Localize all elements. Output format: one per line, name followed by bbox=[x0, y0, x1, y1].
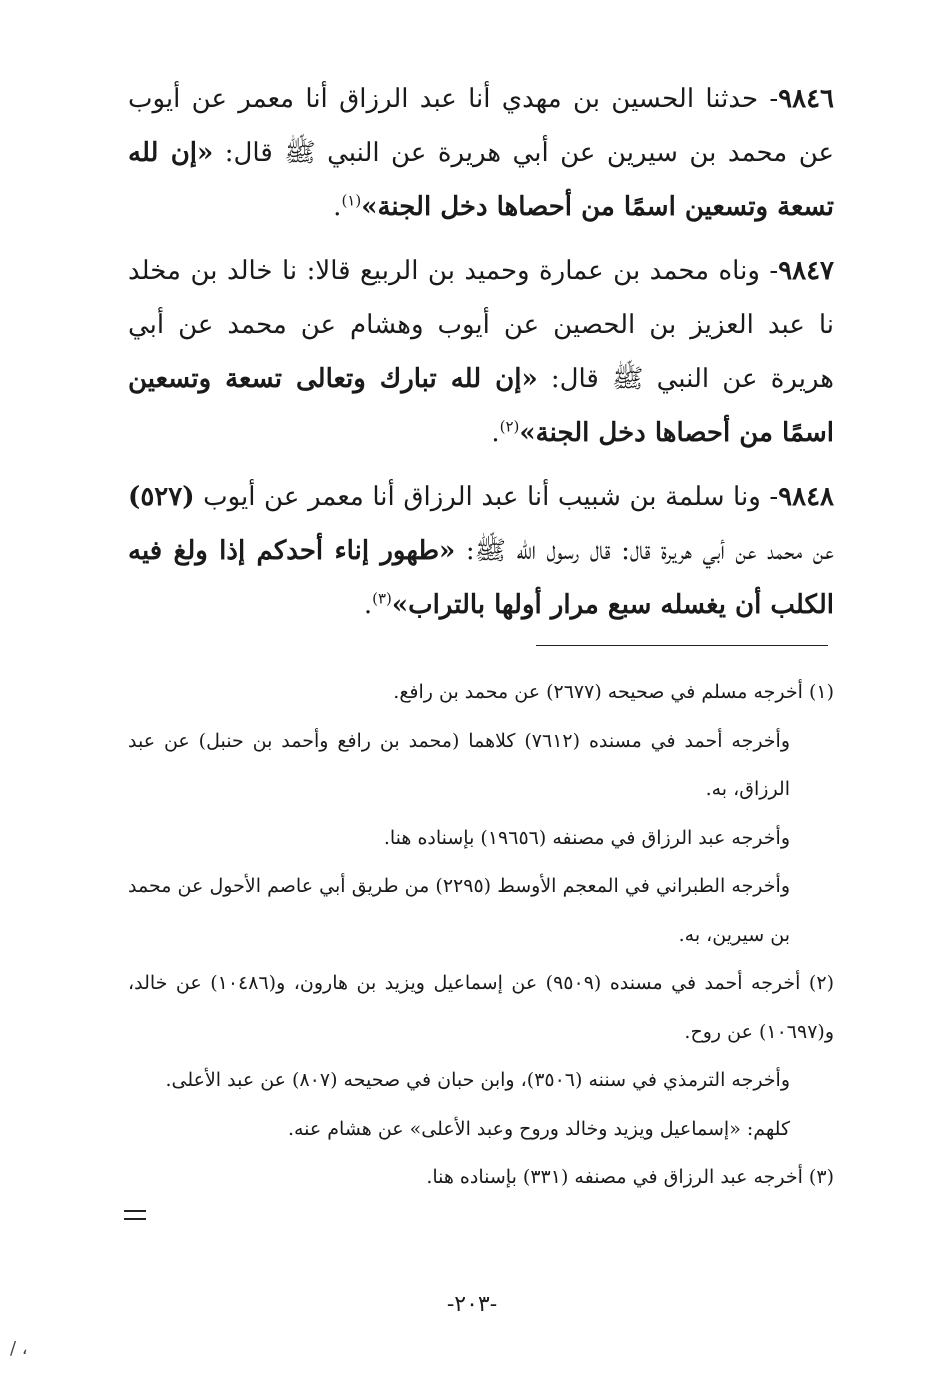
hadith-end: . bbox=[491, 418, 500, 448]
footnotes bbox=[128, 668, 834, 1202]
hadith-isnad-start: - ونا سلمة بن شبيب أنا عبد الرزاق أنا معمر عن أيوب bbox=[194, 482, 779, 512]
hadith-number: ٩٨٤٧ bbox=[778, 256, 834, 286]
hadith-end: . bbox=[333, 192, 342, 222]
hadith-9847 bbox=[128, 244, 834, 460]
hadith-matn: «إن لله تسعة وتسعين اسمًا من أحصاها دخل الجنة» bbox=[128, 138, 834, 222]
hadith-matn: «إن لله تبارك وتعالى تسعة وتسعين اسمًا من أحصاها دخل الجنة» bbox=[128, 364, 834, 448]
footnote-2: (٢) أخرجه أحمد في مسنده (٩٥٠٩) عن إسماعيل ويزيد بن هارون، و(١٠٤٨٦) عن خالد، و(١٠٦٩٧) عن روح. bbox=[128, 972, 834, 1043]
footnote-1-cont: وأخرجه أحمد في مسنده (٧٦١٢) كلاهما (محمد بن رافع وأحمد بن حنبل) عن عبد الرزاق، به. bbox=[128, 729, 790, 800]
hadith-9848 bbox=[128, 470, 834, 632]
hadith-number: ٩٨٤٨ bbox=[778, 482, 834, 512]
footnote-separator bbox=[536, 645, 828, 646]
page-number: -٢٠٣- bbox=[446, 1292, 498, 1317]
manuscript-page-ref: (٥٢٧) bbox=[128, 482, 195, 512]
footnote-ref: (٣) bbox=[372, 589, 392, 608]
footnote-1: (١) أخرجه مسلم في صحيحه (٢٦٧٧) عن محمد بن رافع. bbox=[393, 681, 834, 703]
hadith-isnad: - وناه محمد بن عمارة وحميد بن الربيع قالا: نا خالد بن مخلد نا عبد العزيز بن الحصين عن أيوب وهشام عن محمد عن أبي هريرة عن النبي ﷺ قال: bbox=[128, 256, 834, 394]
footnote-ref: (١) bbox=[341, 191, 362, 210]
footnote-1-cont: وأخرجه عبد الرزاق في مصنفه (١٩٦٥٦) بإسناده هنا. bbox=[383, 826, 790, 849]
footnote-2-cont: وأخرجه الترمذي في سننه (٣٥٠٦)، وابن حبان في صحيحه (٨٠٧) عن عبد الأعلى. bbox=[165, 1069, 790, 1091]
end-of-notes-mark bbox=[124, 1210, 146, 1220]
hadith-number: ٩٨٤٦ bbox=[778, 84, 834, 114]
footnote-2-cont: كلهم: «إسماعيل ويزيد وخالد وروح وعبد الأعلى» عن هشام عنه. bbox=[287, 1117, 790, 1140]
hadith-9846 bbox=[128, 72, 834, 234]
footnote-3: (٣) أخرجه عبد الرزاق في مصنفه (٣٣١) بإسناده هنا. bbox=[426, 1166, 834, 1188]
scan-mark: ، / bbox=[10, 1338, 28, 1359]
hadith-end: . bbox=[363, 590, 373, 620]
footnote-ref: (٢) bbox=[499, 417, 520, 436]
hadith-isnad: - حدثنا الحسين بن مهدي أنا عبد الرزاق أنا معمر عن أيوب عن محمد بن سيرين عن أبي هريرة عن النبي ﷺ قال: bbox=[128, 84, 835, 168]
hadith-matn: «طهور إناء أحدكم إذا ولغ فيه الكلب أن يغسله سبع مرار أولها بالتراب» bbox=[128, 536, 834, 620]
hadith-isnad: عن محمد عن أبي هريرة قال: قال رسول الله ﷺ: bbox=[455, 536, 834, 566]
footnote-1-cont: وأخرجه الطبراني في المعجم الأوسط (٢٢٩٥) من طريق أبي عاصم الأحول عن محمد بن سيرين، به. bbox=[128, 875, 790, 946]
